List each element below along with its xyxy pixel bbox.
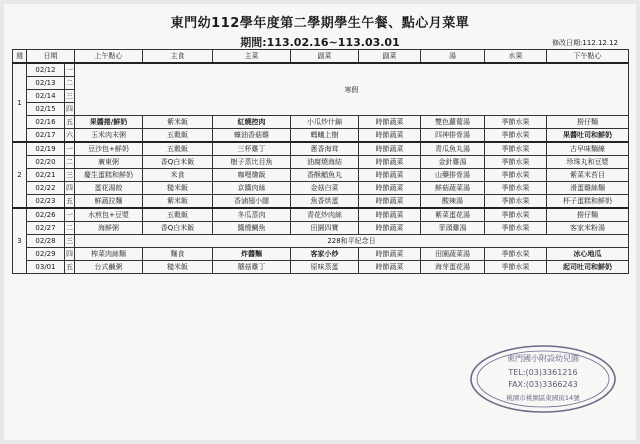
weekday-cell: 四 [65, 248, 75, 261]
side-dish-2-cell: 時節蔬菜 [359, 116, 421, 129]
pm-snack-cell: 杯子蛋糕和鮮奶 [547, 195, 629, 209]
stamp-address: 桃園市桃園區東國街14號 [506, 394, 580, 402]
weekday-cell: 二 [65, 156, 75, 169]
period-label: 期間:113.02.16~113.03.01 [240, 36, 400, 49]
am-snack-cell: 慶生蛋糕和鮮奶 [75, 169, 143, 182]
weekday-cell: 三 [65, 90, 75, 103]
pm-snack-cell: 果醬吐司和鮮奶 [547, 129, 629, 143]
soup-cell: 菲頭雞湯 [421, 222, 485, 235]
am-snack-cell: 榨菜肉絲麵 [75, 248, 143, 261]
date-cell: 02/19 [27, 142, 65, 156]
header-pm-snack: 下午點心 [547, 50, 629, 64]
soup-cell: 四神排骨湯 [421, 129, 485, 143]
am-snack-cell: 廣東粥 [75, 156, 143, 169]
side-dish-1-cell: 客家小炒 [291, 248, 359, 261]
stamp-school-name: 東門國小附設幼兒園 [507, 354, 579, 363]
table-row [13, 235, 629, 248]
fruit-cell: 季節水果 [485, 195, 547, 209]
date-cell: 02/27 [27, 222, 65, 235]
soup-cell: 青瓜魚丸湯 [421, 142, 485, 156]
side-dish-2-cell: 時節蔬菜 [359, 129, 421, 143]
week-number: 1 [13, 63, 27, 142]
stamp-fax: FAX:(03)3366243 [508, 380, 578, 389]
am-snack-cell: 海鮮粥 [75, 222, 143, 235]
table-row [13, 129, 629, 143]
fruit-cell: 季節水果 [485, 169, 547, 182]
weekday-cell: 五 [65, 261, 75, 274]
date-cell: 02/17 [27, 129, 65, 143]
header-staple: 主食 [143, 50, 213, 64]
memorial-day-cell: 228和平紀念日 [75, 235, 629, 248]
main-dish-cell: 蠔油香菇雞 [213, 129, 291, 143]
header-row [13, 50, 629, 64]
fruit-cell: 季節水果 [485, 142, 547, 156]
staple-cell: 紫米飯 [143, 195, 213, 209]
fruit-cell: 季節水果 [485, 116, 547, 129]
table-row [13, 261, 629, 274]
fruit-cell: 季節水果 [485, 129, 547, 143]
side-dish-1-cell: 魚香烘蛋 [291, 195, 359, 209]
week-number: 2 [13, 142, 27, 208]
table-row [13, 248, 629, 261]
week-number: 3 [13, 208, 27, 274]
weekday-cell: 二 [65, 77, 75, 90]
side-dish-1-cell: 蔥香海茸 [291, 142, 359, 156]
holiday-cell: 寒假 [75, 63, 629, 116]
main-dish-cell: 咖哩燴飯 [213, 169, 291, 182]
am-snack-cell: 台式鹹粥 [75, 261, 143, 274]
pm-snack-cell: 客家米粉湯 [547, 222, 629, 235]
date-cell: 03/01 [27, 261, 65, 274]
weekday-cell: 一 [65, 208, 75, 222]
date-cell: 02/20 [27, 156, 65, 169]
am-snack-cell: 玉米肉末粥 [75, 129, 143, 143]
side-dish-2-cell: 時節蔬菜 [359, 261, 421, 274]
staple-cell: 五穀飯 [143, 208, 213, 222]
am-snack-cell: 水煎包+豆漿 [75, 208, 143, 222]
table-row [13, 63, 629, 77]
header-week: 週 [13, 50, 27, 64]
side-dish-1-cell: 螞蟻上樹 [291, 129, 359, 143]
weekday-cell: 一 [65, 63, 75, 77]
weekday-cell: 四 [65, 103, 75, 116]
pm-snack-cell: 冰心地瓜 [547, 248, 629, 261]
pm-snack-cell: 撈仔麵 [547, 208, 629, 222]
side-dish-2-cell: 時節蔬菜 [359, 142, 421, 156]
side-dish-2-cell: 時節蔬菜 [359, 248, 421, 261]
pm-snack-cell: 古早味麵線 [547, 142, 629, 156]
weekday-cell: 五 [65, 195, 75, 209]
date-cell: 02/15 [27, 103, 65, 116]
date-cell: 02/29 [27, 248, 65, 261]
main-dish-cell: 冬瓜蒸肉 [213, 208, 291, 222]
header-side-dish-1: 副菜 [291, 50, 359, 64]
school-stamp [468, 344, 618, 414]
table-row [13, 208, 629, 222]
side-dish-2-cell: 時節蔬菜 [359, 195, 421, 209]
fruit-cell: 季節水果 [485, 182, 547, 195]
side-dish-1-cell: 田園四寶 [291, 222, 359, 235]
soup-cell: 金針雞湯 [421, 156, 485, 169]
side-dish-1-cell: 青花炒肉絲 [291, 208, 359, 222]
pm-snack-cell: 珍珠丸和豆漿 [547, 156, 629, 169]
soup-cell: 山藥排骨湯 [421, 169, 485, 182]
staple-cell: 紫米飯 [143, 116, 213, 129]
soup-cell: 紫菜蛋花湯 [421, 208, 485, 222]
am-snack-cell: 豆沙包+鮮奶 [75, 142, 143, 156]
date-cell: 02/12 [27, 63, 65, 77]
main-dish-cell: 三杯雞丁 [213, 142, 291, 156]
table-row [13, 182, 629, 195]
weekday-cell: 六 [65, 129, 75, 143]
header-soup: 湯 [421, 50, 485, 64]
weekday-cell: 一 [65, 142, 75, 156]
revised-date: 修改日期:112.12.12 [552, 39, 618, 47]
date-cell: 02/28 [27, 235, 65, 248]
table-row [13, 116, 629, 129]
side-dish-2-cell: 時節蔬菜 [359, 169, 421, 182]
date-cell: 02/13 [27, 77, 65, 90]
am-snack-cell: 蛋花湯餃 [75, 182, 143, 195]
side-dish-1-cell: 香酥鯧魚丸 [291, 169, 359, 182]
soup-cell: 雙色蘿蔔湯 [421, 116, 485, 129]
weekday-cell: 三 [65, 235, 75, 248]
fruit-cell: 季節水果 [485, 208, 547, 222]
table-row [13, 142, 629, 156]
date-cell: 02/26 [27, 208, 65, 222]
header-side-dish-2: 副菜 [359, 50, 421, 64]
soup-cell: 海芽蛋花湯 [421, 261, 485, 274]
main-dish-cell: 炸醬麵 [213, 248, 291, 261]
menu-table [12, 49, 629, 274]
side-dish-2-cell: 時節蔬菜 [359, 208, 421, 222]
table-row [13, 195, 629, 209]
pm-snack-cell: 滑蛋雞絲麵 [547, 182, 629, 195]
main-dish-cell: 紅燒控肉 [213, 116, 291, 129]
main-dish-cell: 蘑菇雞丁 [213, 261, 291, 274]
staple-cell: 香Q白米飯 [143, 156, 213, 169]
pm-snack-cell: 紫菜米苔目 [547, 169, 629, 182]
am-snack-cell: 鮮蔬拉麵 [75, 195, 143, 209]
table-row [13, 156, 629, 169]
date-cell: 02/22 [27, 182, 65, 195]
staple-cell: 米食 [143, 169, 213, 182]
soup-cell: 酸辣湯 [421, 195, 485, 209]
main-dish-cell: 醬燒鯛魚 [213, 222, 291, 235]
side-dish-1-cell: 油腐燒海結 [291, 156, 359, 169]
weekday-cell: 二 [65, 222, 75, 235]
date-cell: 02/21 [27, 169, 65, 182]
date-cell: 02/16 [27, 116, 65, 129]
fruit-cell: 季節水果 [485, 261, 547, 274]
staple-cell: 香Q白米飯 [143, 222, 213, 235]
weekday-cell: 四 [65, 182, 75, 195]
header-main-dish: 主菜 [213, 50, 291, 64]
table-row [13, 222, 629, 235]
side-dish-2-cell: 時節蔬菜 [359, 222, 421, 235]
staple-cell: 糙米飯 [143, 261, 213, 274]
header-date: 日期 [27, 50, 75, 64]
table-row [13, 169, 629, 182]
am-snack-cell: 果醬捲/鮮奶 [75, 116, 143, 129]
side-dish-1-cell: 小瓜炒什錦 [291, 116, 359, 129]
header-fruit: 水果 [485, 50, 547, 64]
main-dish-cell: 京醬肉絲 [213, 182, 291, 195]
main-dish-cell: 香滷翅小腿 [213, 195, 291, 209]
pm-snack-cell: 起司吐司和鮮奶 [547, 261, 629, 274]
soup-cell: 田園蔬菜湯 [421, 248, 485, 261]
side-dish-1-cell: 原味蒸蛋 [291, 261, 359, 274]
stamp-phone: TEL:(03)3361216 [508, 368, 578, 377]
date-cell: 02/14 [27, 90, 65, 103]
fruit-cell: 季節水果 [485, 248, 547, 261]
side-dish-2-cell: 時節蔬菜 [359, 156, 421, 169]
main-dish-cell: 樹子蒸比目魚 [213, 156, 291, 169]
staple-cell: 五穀飯 [143, 142, 213, 156]
staple-cell: 五穀飯 [143, 129, 213, 143]
menu-page [4, 4, 636, 440]
page-title: 東門幼112學年度第二學期學生午餐、點心月菜單 [170, 16, 470, 31]
pm-snack-cell: 撈仔麵 [547, 116, 629, 129]
staple-cell: 麵食 [143, 248, 213, 261]
fruit-cell: 季節水果 [485, 156, 547, 169]
fruit-cell: 季節水果 [485, 222, 547, 235]
weekday-cell: 五 [65, 116, 75, 129]
side-dish-1-cell: 金菇白菜 [291, 182, 359, 195]
staple-cell: 糙米飯 [143, 182, 213, 195]
soup-cell: 鮮菇蔬菜湯 [421, 182, 485, 195]
header-am-snack: 上午點心 [75, 50, 143, 64]
side-dish-2-cell: 時節蔬菜 [359, 182, 421, 195]
weekday-cell: 三 [65, 169, 75, 182]
date-cell: 02/23 [27, 195, 65, 209]
